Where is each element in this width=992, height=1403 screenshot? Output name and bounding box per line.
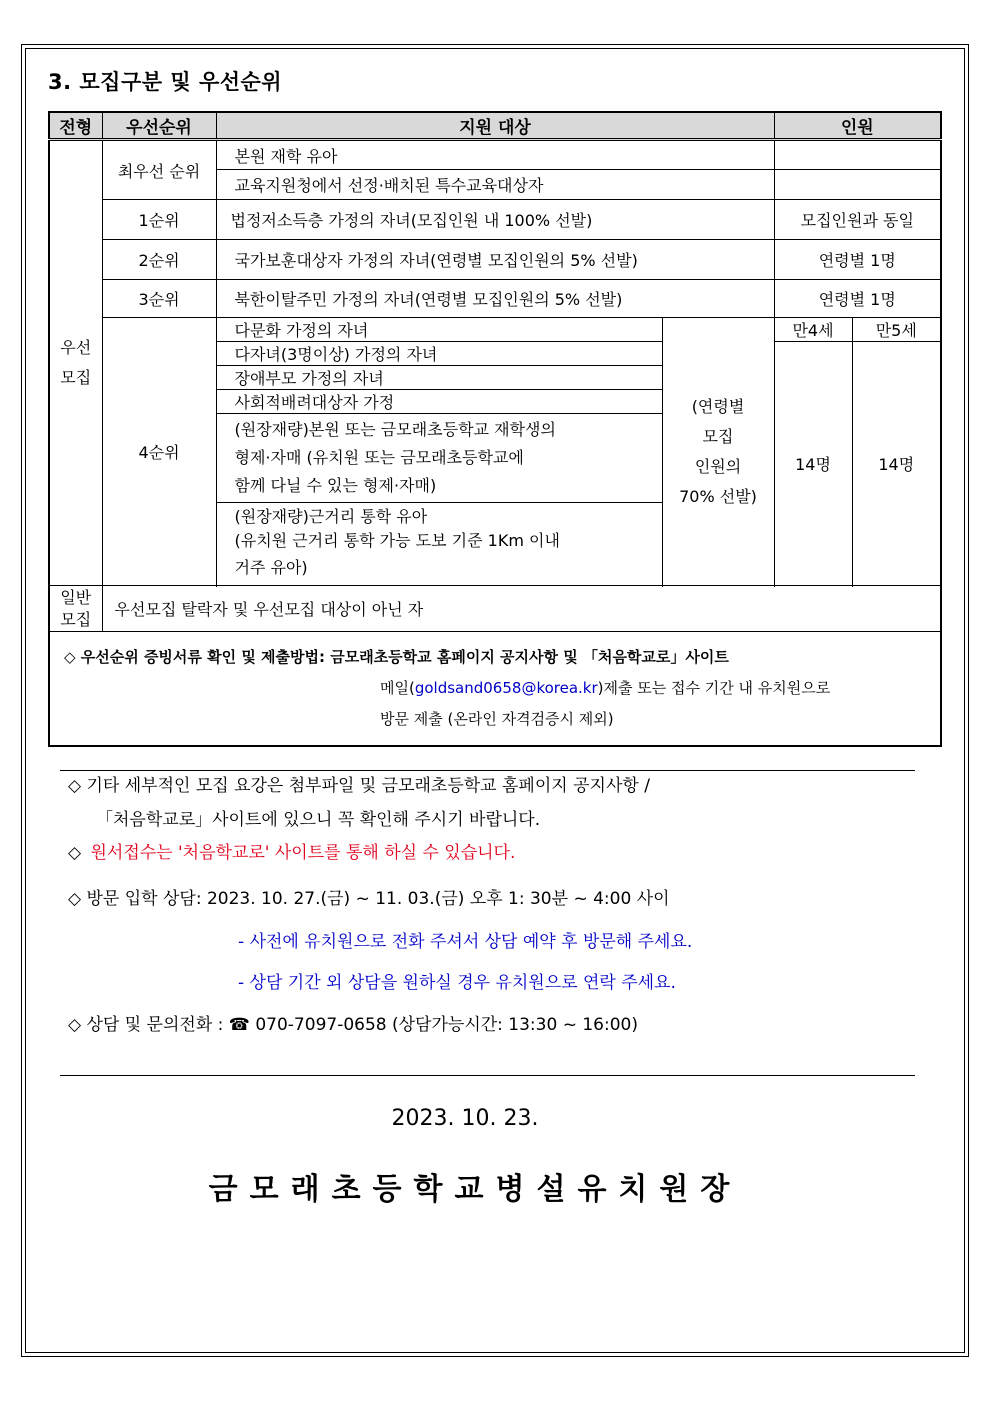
info-application <box>68 838 515 863</box>
rank2-label: 2순위 <box>102 240 216 280</box>
ratio-line: 모집 <box>702 426 734 446</box>
application-text: 원서접수는 '처음학교로' 사이트를 통해 하실 수 있습니다. <box>90 843 516 863</box>
section-title: 3. 모집구분 및 우선순위 <box>48 70 283 94</box>
header-type: 전형 <box>49 112 102 140</box>
priority-table <box>48 111 942 747</box>
rank1-label: 1순위 <box>102 200 216 240</box>
signature: 금모래초등학교병설유치원장 <box>208 1172 742 1207</box>
sibling-line: 형제·자매 (유치원 또는 금모래초등학교에 <box>234 448 524 467</box>
info-consult-period: ◇ 방문 입학 상담: 2023. 10. 27.(금) ~ 11. 03.(금) 오후 1: 30분 ~ 4:00 사이 <box>68 889 670 909</box>
age4-count: 14명 <box>774 342 852 586</box>
rank2-count: 연령별 1명 <box>774 240 941 280</box>
general-recruit-label: 일반 모집 <box>49 586 102 632</box>
general-recruit-text: 우선모집 탈락자 및 우선모집 대상이 아닌 자 <box>102 586 941 632</box>
ratio-line: 인원의 <box>694 456 742 476</box>
info-detail-line2: 「처음학교로」사이트에 있으니 꼭 확인해 주시기 바랍니다. <box>96 810 541 830</box>
notice-email: goldsand0658@korea.kr <box>414 679 598 697</box>
info-consult-note1: - 사전에 유치원으로 전화 주셔서 상담 예약 후 방문해 주세요. <box>238 932 693 952</box>
rank4-label: 4순위 <box>102 318 216 586</box>
empty-cell <box>774 170 941 200</box>
notice-line2 <box>64 673 926 704</box>
rank4-ratio <box>662 318 774 586</box>
top-priority-label: 최우선 순위 <box>102 140 216 200</box>
age4-header: 만4세 <box>774 318 852 342</box>
nearby-line: (원장재량)근거리 통학 유아 <box>234 507 428 526</box>
notice-line3: 방문 제출 (온라인 자격검증시 제외) <box>380 710 614 728</box>
ratio-line: 70% 선발) <box>679 486 757 506</box>
empty-cell <box>774 140 941 170</box>
sibling-line: 함께 다닐 수 있는 형제·자매) <box>234 476 437 495</box>
rank1-target: 법정저소득층 가정의 자녀(모집인원 내 100% 선발) <box>216 200 774 240</box>
info-detail-line1: ◇ 기타 세부적인 모집 요강은 첨부파일 및 금모래초등학교 홈페이지 공지사항 / <box>68 776 650 796</box>
ratio-line: (연령별 <box>691 396 745 416</box>
rank4-item: 다문화 가정의 자녀 <box>216 318 662 342</box>
rank3-count: 연령별 1명 <box>774 280 941 318</box>
rank4-item: 다자녀(3명이상) 가정의 자녀 <box>216 342 662 366</box>
notice-mail-prefix: 메일( <box>380 679 415 697</box>
header-priority: 우선순위 <box>102 112 216 140</box>
header-count: 인원 <box>774 112 941 140</box>
proof-notice <box>49 632 941 747</box>
diamond-marker: ◇ <box>68 843 82 863</box>
top-priority-item: 교육지원청에서 선정·배치된 특수교육대상자 <box>216 170 774 200</box>
sibling-line: (원장재량)본원 또는 금모래초등학교 재학생의 <box>234 420 556 439</box>
age5-header: 만5세 <box>852 318 941 342</box>
rank4-item: 사회적배려대상자 가정 <box>216 390 662 414</box>
age5-count: 14명 <box>852 342 941 586</box>
header-target: 지원 대상 <box>216 112 774 140</box>
nearby-line: 거주 유아) <box>234 558 308 577</box>
notice-date: 2023. 10. 23. <box>391 1106 539 1131</box>
top-priority-item: 본원 재학 유아 <box>216 140 774 170</box>
notice-mail-suffix: )제출 또는 접수 기간 내 유치원으로 <box>597 679 831 697</box>
table-header-row <box>49 112 941 140</box>
rank4-nearby <box>216 503 662 586</box>
notice-lead: ◇ 우선순위 증빙서류 확인 및 제출방법: 금모래초등학교 홈페이지 공지사항 및 「처음학교로」사이트 <box>64 648 729 666</box>
rank2-target: 국가보훈대상자 가정의 자녀(연령별 모집인원의 5% 선발) <box>216 240 774 280</box>
rank1-count: 모집인원과 동일 <box>774 200 941 240</box>
rank3-target: 북한이탈주민 가정의 자녀(연령별 모집인원의 5% 선발) <box>216 280 774 318</box>
rank3-label: 3순위 <box>102 280 216 318</box>
divider-bottom <box>60 1075 915 1076</box>
info-consult-note2: - 상담 기간 외 상담을 원하실 경우 유치원으로 연락 주세요. <box>238 973 676 993</box>
rank4-item: 장애부모 가정의 자녀 <box>216 366 662 390</box>
rank4-sibling <box>216 414 662 503</box>
priority-recruit-label: 우선 모집 <box>49 140 102 586</box>
info-contact-phone: ◇ 상담 및 문의전화 : ☎ 070-7097-0658 (상담가능시간: 13:30 ~ 16:00) <box>68 1015 638 1035</box>
nearby-line: (유치원 근거리 통학 가능 도보 기준 1Km 이내 <box>234 531 560 550</box>
